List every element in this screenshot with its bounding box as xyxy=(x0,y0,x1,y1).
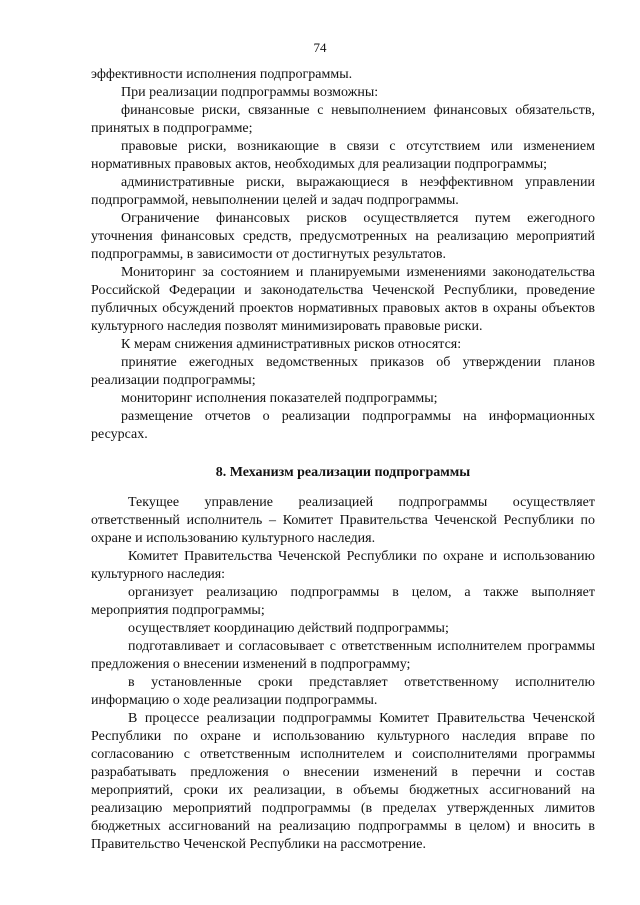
paragraph: эффективности исполнения подпрограммы. xyxy=(91,67,353,82)
paragraph: В процессе реализации подпрограммы Комитет Правительства Чеченской Республики по охране и использованию культурного наследия вправе по согласованию с ответственным исполнителем и соисполнителями программы разрабатывать предложения о внесении изменений в перечни и состав мероприятий, сроки их реализации, в объемы бюджетных ассигнований на реализацию мероприятий подпрограммы (в пределах утвержденных лимитов бюджетных ассигнований на реализацию подпрограммы в целом) и вносить в Правительство Чеченской Республики на рассмотрение. xyxy=(91,711,595,852)
paragraph: организует реализацию подпрограммы в целом, а также выполняет мероприятия подпрограммы; xyxy=(91,585,595,618)
paragraph: осуществляет координацию действий подпрограммы; xyxy=(128,621,449,636)
paragraph: Комитет Правительства Чеченской Республики по охране и использованию культурного наследия: xyxy=(91,549,595,582)
page-number: 74 xyxy=(313,40,327,55)
paragraph: административные риски, выражающиеся в неэффективном управлении подпрограммой, невыполнении целей и задач подпрограммы. xyxy=(91,175,595,208)
paragraph: При реализации подпрограммы возможны: xyxy=(121,85,379,100)
paragraph: К мерам снижения административных рисков относятся: xyxy=(121,337,462,352)
section-heading: 8. Механизм реализации подпрограммы xyxy=(215,465,471,480)
paragraph: размещение отчетов о реализации подпрограммы на информационных ресурсах. xyxy=(91,409,595,442)
paragraph: правовые риски, возникающие в связи с отсутствием или изменением нормативных правовых актов, необходимых для реализации подпрограммы; xyxy=(91,139,595,172)
document-body xyxy=(91,66,595,854)
paragraph: принятие ежегодных ведомственных приказов об утверждении планов реализации подпрограммы; xyxy=(91,355,595,388)
paragraph: Ограничение финансовых рисков осуществляется путем ежегодного уточнения финансовых средств, предусмотренных на реализацию мероприятий подпрограммы, в зависимости от достигнутых результатов. xyxy=(91,211,595,262)
paragraph: Мониторинг за состоянием и планируемыми изменениями законодательства Российской Федерации и законодательства Чеченской Республики, проведение публичных обсуждений проектов нормативных правовых актов в охраны объектов культурного наследия позволят минимизировать правовые риски. xyxy=(91,265,595,334)
paragraph: Текущее управление реализацией подпрограммы осуществляет ответственный исполнитель – Комитет Правительства Чеченской Республики по охране и использованию культурного наследия. xyxy=(91,495,595,546)
paragraph: финансовые риски, связанные с невыполнением финансовых обязательств, принятых в подпрограмме; xyxy=(91,103,595,136)
paragraph: подготавливает и согласовывает с ответственным исполнителем программы предложения о внесении изменений в подпрограмму; xyxy=(91,639,595,672)
paragraph: в установленные сроки представляет ответственному исполнителю информацию о ходе реализации подпрограммы. xyxy=(91,675,595,708)
paragraph: мониторинг исполнения показателей подпрограммы; xyxy=(121,391,438,406)
